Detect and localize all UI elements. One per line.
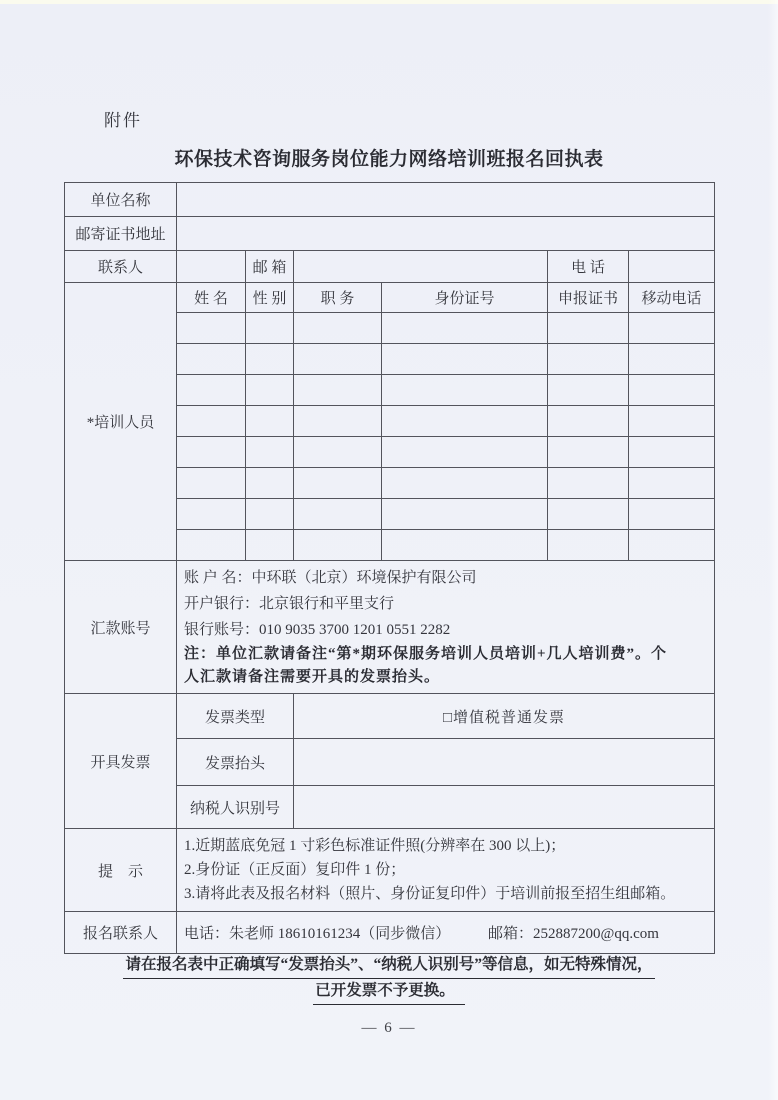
trainee-cell [382,530,548,561]
page-title: 环保技术咨询服务岗位能力网络培训班报名回执表 [174,149,604,170]
trainee-cell [629,468,715,499]
taxpayer-id-label: 纳税人识别号 [177,786,294,829]
trainee-cell [382,499,548,530]
contact-phone-label: 电 话 [548,251,629,283]
trainee-cell [629,406,715,437]
trainee-cell [177,499,246,530]
registration-contact-email: 邮箱：252887200@qq.com [488,926,659,942]
mailing-address-label: 邮寄证书地址 [65,217,177,251]
trainee-cell [294,375,382,406]
trainee-col-certificate: 申报证书 [548,283,629,313]
trainee-cell [382,468,548,499]
row-tips [65,829,715,912]
scan-edge-strip [0,0,778,4]
trainee-cell [294,313,382,344]
row-invoice-type [65,694,715,739]
unit-name-value-cell [177,183,715,217]
trainee-cell [246,468,294,499]
trainee-col-gender: 性 别 [246,283,294,313]
trainee-cell [177,313,246,344]
trainee-cell [177,406,246,437]
remittance-account-number: 银行账号：010 9035 3700 1201 0551 2282 [184,622,451,638]
invoice-section-label: 开具发票 [65,694,177,829]
trainee-cell [246,437,294,468]
trainee-cell [246,530,294,561]
tips-item-1: 1.近期蓝底免冠 1 寸彩色标准证件照(分辨率在 300 以上)； [184,838,566,854]
remittance-bank: 开户银行：北京银行和平里支行 [184,596,395,612]
taxpayer-id-value-cell [294,786,715,829]
invoice-type-label: 发票类型 [177,694,294,739]
invoice-title-value-cell [294,739,715,786]
trainee-cell [294,344,382,375]
trainee-cell [548,375,629,406]
trainee-cell [246,375,294,406]
trainee-cell [177,468,246,499]
trainee-cell [548,468,629,499]
trainee-cell [177,344,246,375]
row-mailing-address [65,217,715,251]
registration-contact-phone: 电话：朱老师 18610161234（同步微信） [184,926,451,942]
mailing-address-value-cell [177,217,715,251]
trainee-cell [629,530,715,561]
row-registration-contact [65,912,715,954]
trainee-cell [294,499,382,530]
remittance-note-line2: 人汇款请备注需要开具的发票抬头。 [184,669,441,685]
trainee-cell [382,406,548,437]
row-remittance [65,561,715,694]
remittance-content-cell [177,561,715,694]
trainee-cell [548,499,629,530]
row-contact [65,251,715,283]
trainee-cell [629,344,715,375]
trainee-cell [294,530,382,561]
invoice-type-checkbox-option: □增值税普通发票 [294,694,715,739]
remittance-label: 汇款账号 [65,561,177,694]
trainee-col-mobile: 移动电话 [629,283,715,313]
footer-note-line1: 请在报名表中正确填写“发票抬头”、“纳税人识别号”等信息，如无特殊情况， [123,953,654,979]
trainee-col-name: 姓 名 [177,283,246,313]
trainee-cell [294,406,382,437]
invoice-title-label: 发票抬头 [177,739,294,786]
contact-name-value-cell [177,251,246,283]
trainee-cell [629,437,715,468]
tips-label: 提 示 [65,829,177,912]
trainee-cell [246,406,294,437]
trainee-cell [629,375,715,406]
trainee-cell [177,375,246,406]
trainee-cell [246,313,294,344]
trainee-cell [629,499,715,530]
trainee-cell [177,530,246,561]
remittance-account-name: 账 户 名：中环联（北京）环境保护有限公司 [184,570,477,586]
trainee-section-label: *培训人员 [65,283,177,561]
trainee-cell [246,344,294,375]
remittance-note-line1: 注：单位汇款请备注“第*期环保服务培训人员培训+几人培训费”。个 [184,646,668,662]
tips-item-2: 2.身份证（正反面）复印件 1 份； [184,862,406,878]
attachment-label: 附件 [104,111,142,130]
trainee-cell [548,344,629,375]
page-number: — 6 — [361,1020,417,1036]
contact-phone-value-cell [629,251,715,283]
registration-contact-label: 报名联系人 [65,912,177,954]
contact-label: 联系人 [65,251,177,283]
trainee-col-position: 职 务 [294,283,382,313]
contact-email-value-cell [294,251,548,283]
trainee-cell [246,499,294,530]
footer-note-line2: 已开发票不予更换。 [313,979,465,1005]
row-trainee-header [65,283,715,313]
trainee-cell [382,313,548,344]
form-table-body [65,183,715,954]
trainee-cell [548,530,629,561]
tips-item-3: 3.请将此表及报名材料（照片、身份证复印件）于培训前报至招生组邮箱。 [184,886,676,902]
registration-contact-cell [177,912,715,954]
trainee-cell [548,406,629,437]
trainee-cell [548,313,629,344]
unit-name-label: 单位名称 [65,183,177,217]
trainee-cell [382,437,548,468]
tips-content-cell [177,829,715,912]
trainee-cell [177,437,246,468]
trainee-cell [629,313,715,344]
trainee-cell [382,344,548,375]
trainee-cell [548,437,629,468]
contact-email-label: 邮 箱 [246,251,294,283]
trainee-cell [294,437,382,468]
footer-note [0,953,778,1005]
trainee-col-id-number: 身份证号 [382,283,548,313]
registration-form-table [64,182,715,954]
trainee-cell [382,375,548,406]
row-unit-name [65,183,715,217]
trainee-cell [294,468,382,499]
